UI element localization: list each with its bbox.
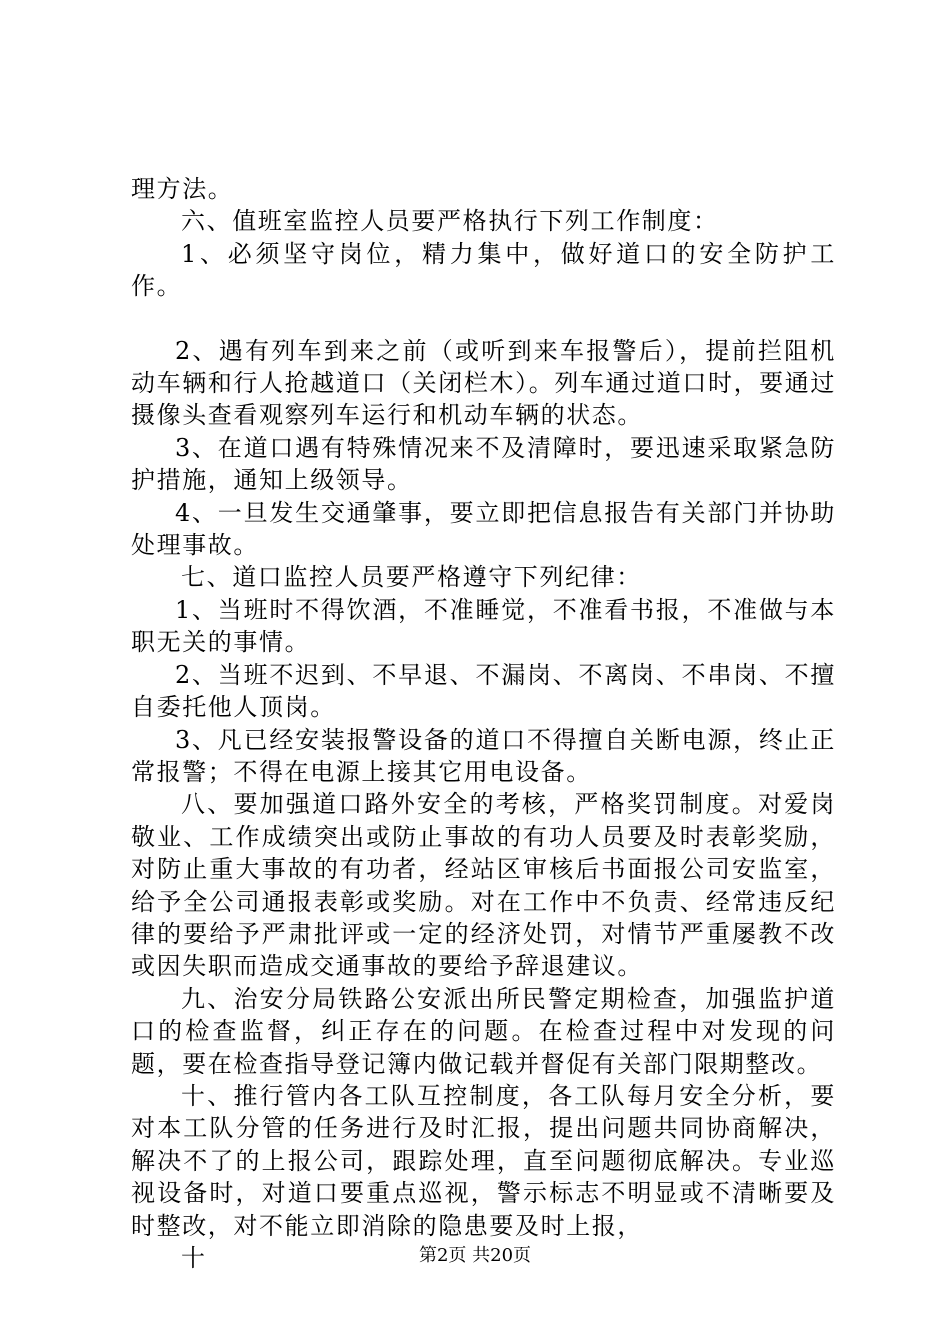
document-body (131, 173, 836, 1274)
paragraph-section-6-item-3: 3、在道口遇有特殊情况来不及清障时，要迅速采取紧急防护措施，通知上级领导。 (131, 433, 836, 495)
paragraph-section-7-item-2: 2、当班不迟到、不早退、不漏岗、不离岗、不串岗、不擅自委托他人顶岗。 (131, 660, 836, 722)
paragraph-section-7-heading: 七、道口监控人员要严格遵守下列纪律： (181, 563, 642, 592)
paragraph-section-6-item-4: 4、一旦发生交通肇事，要立即把信息报告有关部门并协助处理事故。 (131, 498, 836, 560)
paragraph-section-10: 十、推行管内各工队互控制度，各工队每月安全分析，要对本工队分管的任务进行及时汇报，提出问题共同协商解决，解决不了的上报公司，跟踪处理，直至问题彻底解决。专业巡视设备时，对道口要重点巡视，警示标志不明显或不清晰要及时整改，对不能立即消除的隐患要及时上报， (131, 1081, 836, 1240)
paragraph-section-7-item-1: 1、当班时不得饮酒，不准睡觉，不准看书报，不准做与本职无关的事情。 (131, 595, 836, 657)
paragraph-continuation: 理方法。 (131, 175, 234, 203)
page-number-footer: 第2页 共20页 (418, 1245, 532, 1266)
paragraph-section-11-start: 十 (181, 1244, 207, 1272)
paragraph-section-7-item-3: 3、凡已经安装报警设备的道口不得擅自关断电源，终止正常报警；不得在电源上接其它用电设备。 (131, 725, 836, 786)
paragraph-section-6-item-2: 2、遇有列车到来之前（或听到来车报警后），提前拦阻机动车辆和行人抢越道口（关闭栏木）。列车通过道口时，要通过摄像头查看观察列车运行和机动车辆的状态。 (131, 336, 836, 430)
paragraph-section-6-heading: 六、值班室监控人员要严格执行下列工作制度： (181, 207, 719, 236)
paragraph-gap (131, 303, 836, 335)
paragraph-section-9: 九、治安分局铁路公安派出所民警定期检查，加强监护道口的检查监督，纠正存在的问题。在检查过程中对发现的问题，要在检查指导登记簿内做记载并督促有关部门限期整改。 (131, 984, 836, 1078)
paragraph-section-8: 八、要加强道口路外安全的考核，严格奖罚制度。对爱岗敬业、工作成绩突出或防止事故的有功人员要及时表彰奖励，对防止重大事故的有功者，经站区审核后书面报公司安监室，给予全公司通报表彰或奖励。对在工作中不负责、经常违反纪律的要给予严肃批评或一定的经济处罚，对情节严重屡教不改或因失职而造成交通事故的要给予辞退建议。 (131, 790, 836, 981)
paragraph-section-6-item-1: 1、必须坚守岗位，精力集中，做好道口的安全防护工作。 (131, 239, 836, 301)
